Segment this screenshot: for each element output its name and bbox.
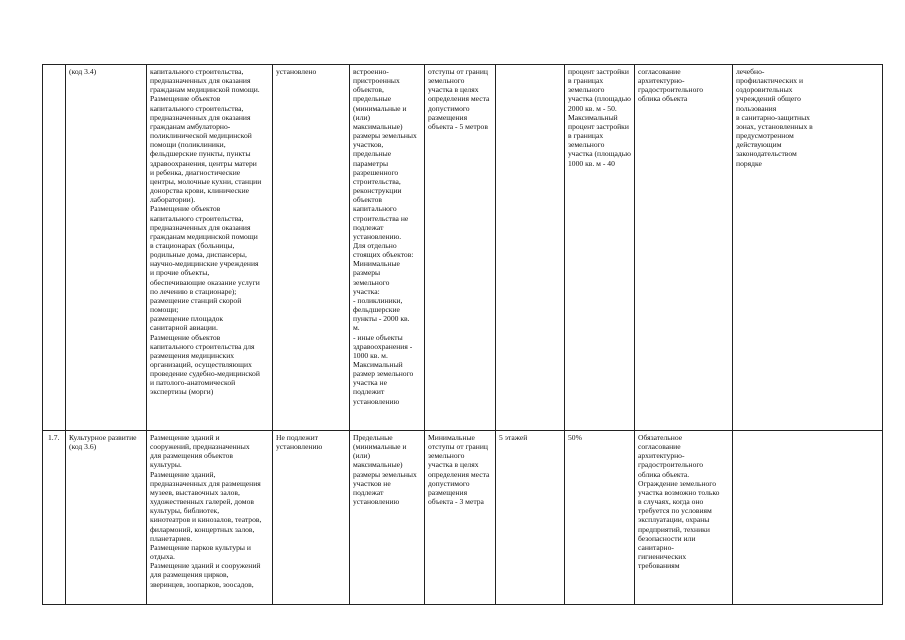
cell-floors — [496, 65, 565, 431]
cell-plot-size: встроенно- пристроенных объектов, предельные (минимальные и (или) максимальные) размеры земельных участков, предельные параметры разрешенного строительства, реконструкции объектов капитального строительства не подлежат установлению. Для отдельно стоящих объектов: Минимальные размеры земельного участка: - поликлиники, фельдшерские пункты - 2000 кв. м. - иные объекты здравоохранения - 1000 кв. м. Максимальный размер земельного участка не подлежит установлению — [350, 65, 425, 431]
cell-additional: согласование архитектурно- градостроительного облика объекта — [635, 65, 733, 431]
cell-coverage: процент застройки в границах земельного участка (площадью 2000 кв. м - 50. Максимальный процент застройки в границах земельного участка (площадью 1000 кв. м - 40 — [565, 65, 635, 431]
use-type-name: (код 3.4) — [66, 65, 147, 431]
use-type-name: Культурное развитие (код 3.6) — [66, 431, 147, 605]
table-row — [43, 431, 883, 605]
cell-parameter: Не подлежит установлению — [273, 431, 350, 605]
use-type-description: капитального строительства, предназначенных для оказания гражданам медицинской помощи. Размещение объектов капитального строительства, предназначенных для оказания гражданам амбулаторно- поликлинической медицинской помощи (поликлиники, фельдшерские пункты, пункты здравоохранения, центры матери и ребенка, диагностические центры, молочные кухни, станции донорства крови, клинические лаборатории). Размещение объектов капитального строительства, предназначенных для оказания гражданам медицинской помощи в стационарах (больницы, родильные дома, диспансеры, научно-медицинские учреждения и прочие объекты, обеспечивающие оказание услуги по лечению в стационаре); размещение станций скорой помощи; размещение площадок санитарной авиации. Размещение объектов капитального строительства для размещения медицинских организаций, осуществляющих проведение судебно-медицинской и патолого-анатомической экспертизы (морги) — [147, 65, 273, 431]
cell-additional: Обязательное согласование архитектурно- градостроительного облика объекта. Ограждение земельного участка возможно только в случаях, когда оно требуется по условиям эксплуатации, охраны предприятий, техники безопасности или санитарно- гигиенических требованиям — [635, 431, 733, 605]
cell-restrictions — [733, 431, 883, 605]
cell-setbacks: Минимальные отступы от границ земельного участка в целях определения места допустимого размещения объекта - 3 метра — [425, 431, 496, 605]
cell-coverage: 50% — [565, 431, 635, 605]
cell-parameter: установлено — [273, 65, 350, 431]
row-number: 1.7. — [43, 431, 66, 605]
cell-floors: 5 этажей — [496, 431, 565, 605]
table-row — [43, 65, 883, 431]
use-type-description: Размещение зданий и сооружений, предназначенных для размещения объектов культуры. Размещение зданий, предназначенных для размещения музеев, выставочных залов, художественных галерей, домов культуры, библиотек, кинотеатров и кинозалов, театров, филармоний, концертных залов, планетариев. Размещение парков культуры и отдыха. Размещение зданий и сооружений для размещения цирков, зверинцев, зоопарков, зоосадов, — [147, 431, 273, 605]
row-number — [43, 65, 66, 431]
zoning-regulations-table — [42, 64, 883, 605]
cell-plot-size: Предельные (минимальные и (или) максимальные) размеры земельных участков не подлежат установлению — [350, 431, 425, 605]
cell-restrictions: лечебно- профилактических и оздоровительных учреждений общего пользования в санитарно-защитных зонах, установленных в предусмотренном действующим законодательством порядке — [733, 65, 883, 431]
cell-setbacks: отступы от границ земельного участка в целях определения места допустимого размещения объекта - 5 метров — [425, 65, 496, 431]
